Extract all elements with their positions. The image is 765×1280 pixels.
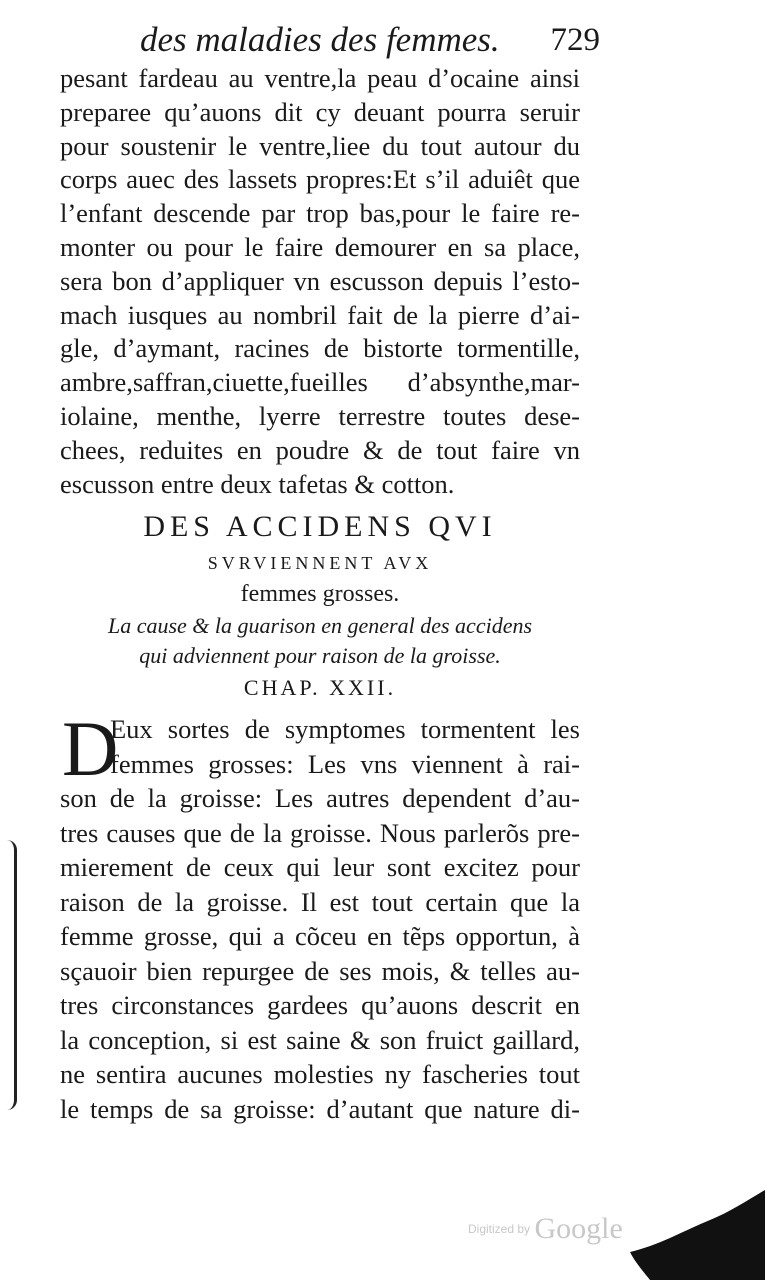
- text-line: sera bon d’appliquer vn escusson depuis l’esto-: [60, 265, 580, 296]
- text-line: Eux sortes de symptomes tormentent les: [110, 714, 580, 744]
- text-line: preparee qu’auons dit cy deuant pourra seruir: [60, 96, 580, 127]
- chapter-heading: [60, 505, 580, 705]
- text-line: tres causes que de la groisse. Nous parlerõs pre-: [60, 817, 580, 848]
- chapter-title-line-3: femmes grosses.: [240, 581, 400, 607]
- text-line: pour soustenir le ventre,liee du tout autour du: [60, 130, 580, 161]
- chapter-title-line-1: DES ACCIDENS QVI: [143, 510, 497, 543]
- paragraph-continued: [60, 62, 580, 501]
- chapter-number: CHAP. XXII.: [243, 675, 397, 700]
- chapter-title-line-2: SVRVIENNENT AVX: [207, 553, 433, 573]
- chapter-subtitle-line-2: qui adviennent pour raison de la groisse.: [139, 643, 501, 668]
- drop-cap: D: [62, 705, 119, 792]
- text-line: sçauoir bien repurgee de ses mois, & telles au-: [60, 955, 580, 986]
- text-line: mach iusques au nombril fait de la pierre d’ai-: [60, 299, 580, 330]
- text-line: gle, d’aymant, racines de bistorte tormentille,: [60, 333, 580, 364]
- watermark-prefix: Digitized by: [468, 1222, 531, 1236]
- page-number: 729: [550, 22, 600, 58]
- text-line: mierement de ceux qui leur sont excitez pour: [60, 852, 580, 882]
- chapter-subtitle-line-1: La cause & la guarison en general des accidens: [107, 613, 533, 638]
- digitized-watermark: [468, 1212, 623, 1246]
- page-edge-mark: [0, 840, 17, 1110]
- text-line: tres circonstances gardees qu’auons descrit en: [60, 990, 580, 1020]
- scan-thumb-shadow: [630, 1190, 765, 1280]
- text-line: la conception, si est saine & son fruict gaillard,: [60, 1024, 580, 1055]
- text-line: iolaine, menthe, lyerre terrestre toutes dese-: [60, 400, 580, 431]
- text-line: pesant fardeau au ventre,la peau d’ocaine ainsi: [60, 63, 580, 93]
- text-line: raison de la groisse. Il est tout certain que la: [60, 886, 580, 917]
- text-line: corps auec des lassets propres:Et s’il aduiêt que: [60, 164, 580, 195]
- page-header: [140, 18, 600, 62]
- text-line: chees, reduites en poudre & de tout faire vn: [60, 434, 580, 465]
- text-line: ambre,saffran,ciuette,fueilles d’absynthe,mar-: [60, 367, 580, 398]
- text-line: femme grosse, qui a cõceu en tẽps opportun, à: [60, 921, 580, 951]
- text-line: ne sentira aucunes molesties ny fascheries tout: [60, 1059, 580, 1089]
- text-line: le temps de sa groisse: d’autant que nature di-: [60, 1093, 580, 1124]
- watermark-brand: Google: [534, 1212, 623, 1245]
- text-line: femmes grosses: Les vns viennent à rai-: [110, 748, 580, 779]
- chapter-paragraph: [60, 705, 580, 1126]
- text-line: l’enfant descende par trop bas,pour le faire re-: [60, 198, 580, 229]
- running-head: des maladies des femmes.: [140, 20, 500, 59]
- text-line: monter ou pour le faire demourer en sa place,: [60, 231, 580, 262]
- text-line: son de la groisse: Les autres dependent d’au-: [60, 783, 580, 813]
- text-line: escusson entre deux tafetas & cotton.: [60, 468, 455, 499]
